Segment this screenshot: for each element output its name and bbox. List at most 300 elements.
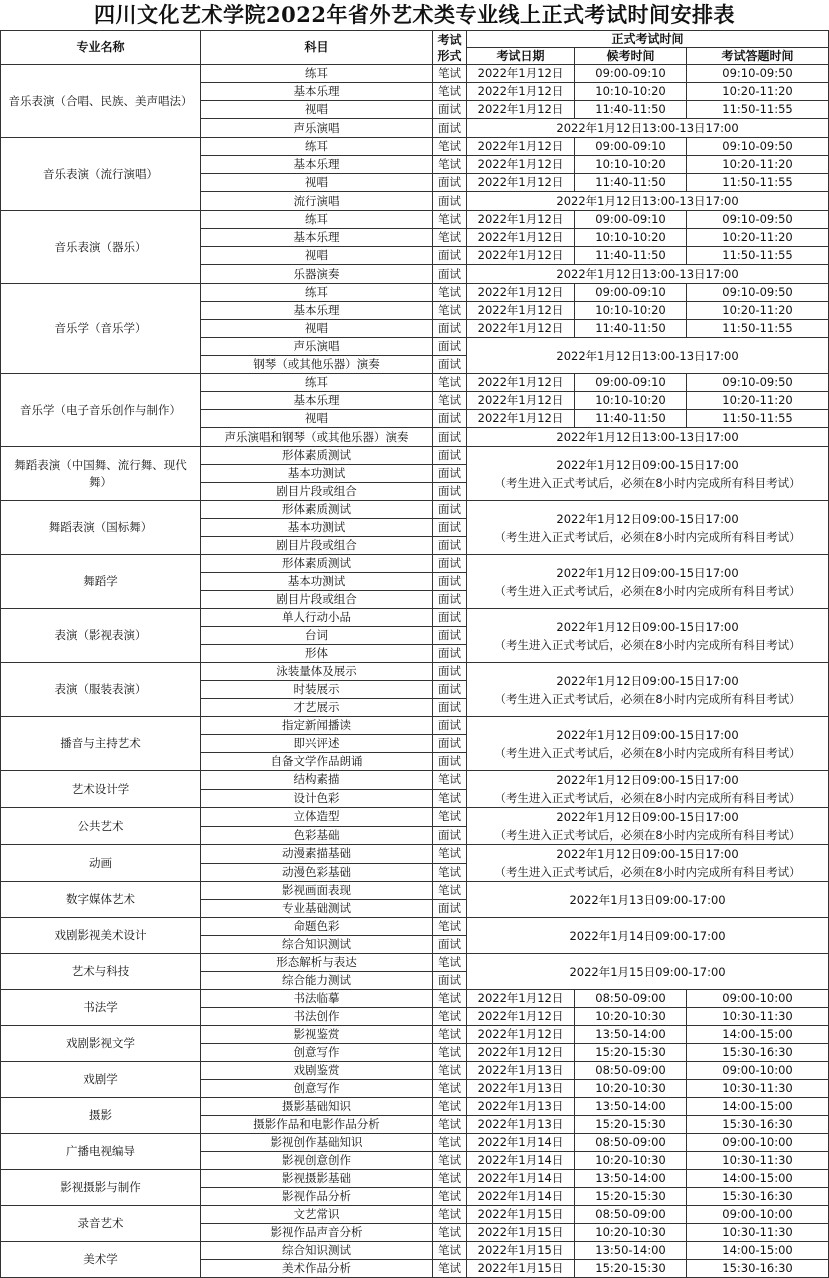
answer-time-cell: 11:50-11:55 <box>687 410 829 428</box>
exam-date-cell: 2022年1月15日 <box>467 1224 575 1242</box>
exam-date-cell: 2022年1月13日 <box>467 1080 575 1098</box>
merged-time-text: 2022年1月15日09:00-17:00 <box>569 964 726 979</box>
subject-cell: 动漫素描基础 <box>201 845 433 864</box>
table-row <box>1 447 829 465</box>
table-row <box>1 1098 829 1116</box>
major-name-cell: 舞蹈学 <box>1 555 201 609</box>
subject-cell: 声乐演唱 <box>201 119 433 138</box>
subject-cell: 练耳 <box>201 284 433 302</box>
answer-time-cell: 14:00-15:00 <box>687 1242 829 1260</box>
merged-time-text: 2022年1月12日09:00-15日17:00 <box>556 673 739 688</box>
exam-form-cell: 笔试 <box>433 392 467 410</box>
exam-form-cell: 面试 <box>433 717 467 735</box>
merged-note-text: （考生进入正式考试后，必须在8小时内完成所有科目考试） <box>494 791 801 805</box>
merged-time-text: 2022年1月14日09:00-17:00 <box>569 928 726 943</box>
merged-time-text: 2022年1月12日13:00-13日17:00 <box>556 430 739 444</box>
exam-form-cell: 笔试 <box>433 1116 467 1134</box>
subject-cell: 专业基础测试 <box>201 900 433 918</box>
answer-time-cell: 10:20-11:20 <box>687 229 829 247</box>
subject-cell: 创意写作 <box>201 1080 433 1098</box>
subject-cell: 影视画面表现 <box>201 882 433 900</box>
exam-form-cell: 面试 <box>433 826 467 845</box>
exam-date-cell: 2022年1月12日 <box>467 320 575 338</box>
exam-form-cell: 面试 <box>433 428 467 447</box>
exam-date-cell: 2022年1月13日 <box>467 1098 575 1116</box>
exam-form-cell: 笔试 <box>433 845 467 864</box>
exam-date-cell: 2022年1月12日 <box>467 302 575 320</box>
exam-date-cell: 2022年1月12日 <box>467 174 575 192</box>
merged-time-cell <box>467 555 829 609</box>
subject-cell: 摄影作品和电影作品分析 <box>201 1116 433 1134</box>
subject-cell: 时装展示 <box>201 681 433 699</box>
subject-cell: 视唱 <box>201 247 433 265</box>
subject-cell: 练耳 <box>201 138 433 156</box>
subject-cell: 剧目片段或组合 <box>201 591 433 609</box>
merged-time-text: 2022年1月12日09:00-15日17:00 <box>556 565 739 580</box>
major-name-cell: 舞蹈表演（中国舞、流行舞、现代舞） <box>1 447 201 501</box>
answer-time-cell: 09:00-10:00 <box>687 1062 829 1080</box>
major-name-cell: 音乐表演（流行演唱） <box>1 138 201 211</box>
table-row <box>1 138 829 156</box>
subject-cell: 结构素描 <box>201 771 433 790</box>
exam-form-cell: 面试 <box>433 247 467 265</box>
exam-form-cell: 笔试 <box>433 138 467 156</box>
table-row <box>1 1026 829 1044</box>
answer-time-cell: 11:50-11:55 <box>687 101 829 119</box>
merged-time-cell <box>467 501 829 555</box>
header-formal-time: 正式考试时间 <box>467 31 829 48</box>
subject-cell: 即兴评述 <box>201 735 433 753</box>
major-name-cell: 音乐学（电子音乐创作与制作） <box>1 374 201 447</box>
exam-form-cell: 面试 <box>433 174 467 192</box>
exam-form-cell: 笔试 <box>433 83 467 101</box>
exam-form-cell: 笔试 <box>433 1206 467 1224</box>
subject-cell: 书法临摹 <box>201 990 433 1008</box>
page-title: 四川文化艺术学院2022年省外艺术类专业线上正式考试时间安排表 <box>94 2 735 27</box>
exam-form-cell: 面试 <box>433 356 467 374</box>
merged-time-cell <box>467 428 829 447</box>
exam-form-cell: 面试 <box>433 320 467 338</box>
merged-time-text: 2022年1月12日13:00-13日17:00 <box>556 267 739 281</box>
subject-cell: 色彩基础 <box>201 826 433 845</box>
major-name-cell: 艺术设计学 <box>1 771 201 808</box>
exam-form-cell: 笔试 <box>433 229 467 247</box>
wait-time-cell: 09:00-09:10 <box>575 284 687 302</box>
answer-time-cell: 14:00-15:00 <box>687 1170 829 1188</box>
answer-time-cell: 10:20-11:20 <box>687 302 829 320</box>
table-row <box>1 1206 829 1224</box>
exam-form-cell: 笔试 <box>433 374 467 392</box>
major-name-cell: 音乐表演（合唱、民族、美声唱法） <box>1 65 201 138</box>
wait-time-cell: 11:40-11:50 <box>575 320 687 338</box>
exam-date-cell: 2022年1月12日 <box>467 990 575 1008</box>
exam-date-cell: 2022年1月15日 <box>467 1260 575 1278</box>
merged-time-cell <box>467 845 829 882</box>
exam-date-cell: 2022年1月13日 <box>467 1062 575 1080</box>
exam-form-cell: 面试 <box>433 663 467 681</box>
answer-time-cell: 09:00-10:00 <box>687 1134 829 1152</box>
exam-form-cell: 笔试 <box>433 863 467 882</box>
subject-cell: 剧目片段或组合 <box>201 537 433 555</box>
subject-cell: 美术作品分析 <box>201 1260 433 1278</box>
answer-time-cell: 15:30-16:30 <box>687 1116 829 1134</box>
subject-cell: 影视创意创作 <box>201 1152 433 1170</box>
merged-time-text: 2022年1月12日09:00-15日17:00 <box>556 511 739 526</box>
subject-cell: 基本乐理 <box>201 83 433 101</box>
merged-time-text: 2022年1月13日09:00-17:00 <box>569 892 726 907</box>
answer-time-cell: 15:30-16:30 <box>687 1044 829 1062</box>
answer-time-cell: 11:50-11:55 <box>687 247 829 265</box>
exam-form-cell: 笔试 <box>433 65 467 83</box>
merged-time-cell <box>467 717 829 771</box>
major-name-cell: 广播电视编导 <box>1 1134 201 1170</box>
exam-form-cell: 笔试 <box>433 1080 467 1098</box>
merged-note-text: （考生进入正式考试后，必须在8小时内完成所有科目考试） <box>494 691 801 706</box>
wait-time-cell: 10:10-10:20 <box>575 302 687 320</box>
merged-time-cell <box>467 771 829 808</box>
table-row <box>1 663 829 681</box>
header-form: 考试形式 <box>433 31 467 65</box>
answer-time-cell: 09:10-09:50 <box>687 211 829 229</box>
wait-time-cell: 11:40-11:50 <box>575 174 687 192</box>
major-name-cell: 摄影 <box>1 1098 201 1134</box>
major-name-cell: 美术学 <box>1 1242 201 1278</box>
wait-time-cell: 10:10-10:20 <box>575 83 687 101</box>
subject-cell: 视唱 <box>201 101 433 119</box>
exam-form-cell: 面试 <box>433 265 467 284</box>
exam-form-cell: 笔试 <box>433 1044 467 1062</box>
subject-cell: 单人行动小品 <box>201 609 433 627</box>
major-name-cell: 动画 <box>1 845 201 882</box>
wait-time-cell: 15:20-15:30 <box>575 1116 687 1134</box>
exam-date-cell: 2022年1月12日 <box>467 1044 575 1062</box>
subject-cell: 声乐演唱 <box>201 338 433 356</box>
exam-date-cell: 2022年1月14日 <box>467 1188 575 1206</box>
subject-cell: 综合知识测试 <box>201 936 433 954</box>
answer-time-cell: 14:00-15:00 <box>687 1026 829 1044</box>
answer-time-cell: 14:00-15:00 <box>687 1098 829 1116</box>
subject-cell: 动漫色彩基础 <box>201 863 433 882</box>
exam-form-cell: 笔试 <box>433 1260 467 1278</box>
wait-time-cell: 08:50-09:00 <box>575 990 687 1008</box>
answer-time-cell: 09:10-09:50 <box>687 138 829 156</box>
table-row <box>1 717 829 735</box>
subject-cell: 形体素质测试 <box>201 555 433 573</box>
table-row <box>1 609 829 627</box>
wait-time-cell: 11:40-11:50 <box>575 247 687 265</box>
subject-cell: 影视鉴赏 <box>201 1026 433 1044</box>
table-row <box>1 284 829 302</box>
subject-cell: 钢琴（或其他乐器）演奏 <box>201 356 433 374</box>
subject-cell: 乐器演奏 <box>201 265 433 284</box>
exam-form-cell: 笔试 <box>433 954 467 972</box>
wait-time-cell: 09:00-09:10 <box>575 138 687 156</box>
exam-form-cell: 笔试 <box>433 1170 467 1188</box>
merged-time-text: 2022年1月12日09:00-15日17:00 <box>556 727 739 742</box>
exam-date-cell: 2022年1月12日 <box>467 229 575 247</box>
table-row <box>1 211 829 229</box>
subject-cell: 基本乐理 <box>201 302 433 320</box>
merged-time-cell <box>467 609 829 663</box>
schedule-body <box>1 65 829 1278</box>
subject-cell: 视唱 <box>201 174 433 192</box>
subject-cell: 台词 <box>201 627 433 645</box>
table-row <box>1 918 829 936</box>
table-row <box>1 1242 829 1260</box>
merged-time-text: 2022年1月12日09:00-15日17:00 <box>556 810 739 824</box>
subject-cell: 基本乐理 <box>201 229 433 247</box>
exam-form-cell: 面试 <box>433 447 467 465</box>
answer-time-cell: 10:30-11:30 <box>687 1080 829 1098</box>
wait-time-cell: 15:20-15:30 <box>575 1044 687 1062</box>
exam-form-cell: 笔试 <box>433 284 467 302</box>
merged-note-text: （考生进入正式考试后，必须在8小时内完成所有科目考试） <box>494 865 801 879</box>
subject-cell: 练耳 <box>201 374 433 392</box>
answer-time-cell: 15:30-16:30 <box>687 1260 829 1278</box>
table-row <box>1 882 829 900</box>
wait-time-cell: 10:10-10:20 <box>575 229 687 247</box>
answer-time-cell: 10:30-11:30 <box>687 1152 829 1170</box>
major-name-cell: 数字媒体艺术 <box>1 882 201 918</box>
exam-form-cell: 面试 <box>433 555 467 573</box>
subject-cell: 自备文学作品朗诵 <box>201 753 433 771</box>
major-name-cell: 戏剧影视美术设计 <box>1 918 201 954</box>
merged-time-text: 2022年1月12日09:00-15日17:00 <box>556 457 739 472</box>
exam-form-cell: 面试 <box>433 936 467 954</box>
table-row <box>1 990 829 1008</box>
exam-form-cell: 笔试 <box>433 156 467 174</box>
wait-time-cell: 10:20-10:30 <box>575 1224 687 1242</box>
exam-date-cell: 2022年1月12日 <box>467 138 575 156</box>
major-name-cell: 音乐表演（器乐） <box>1 211 201 284</box>
merged-time-cell <box>467 954 829 990</box>
merged-note-text: （考生进入正式考试后，必须在8小时内完成所有科目考试） <box>494 637 801 652</box>
table-row <box>1 501 829 519</box>
exam-form-cell: 笔试 <box>433 302 467 320</box>
wait-time-cell: 11:40-11:50 <box>575 410 687 428</box>
wait-time-cell: 10:20-10:30 <box>575 1152 687 1170</box>
major-name-cell: 艺术与科技 <box>1 954 201 990</box>
exam-date-cell: 2022年1月12日 <box>467 83 575 101</box>
merged-note-text: （考生进入正式考试后，必须在8小时内完成所有科目考试） <box>494 583 801 598</box>
exam-form-cell: 笔试 <box>433 789 467 808</box>
subject-cell: 基本功测试 <box>201 519 433 537</box>
merged-time-cell <box>467 447 829 501</box>
exam-form-cell: 面试 <box>433 465 467 483</box>
wait-time-cell: 08:50-09:00 <box>575 1062 687 1080</box>
merged-time-cell <box>467 808 829 845</box>
answer-time-cell: 10:20-11:20 <box>687 83 829 101</box>
merged-time-text: 2022年1月12日09:00-15日17:00 <box>556 847 739 861</box>
subject-cell: 综合能力测试 <box>201 972 433 990</box>
major-name-cell: 表演（影视表演） <box>1 609 201 663</box>
merged-time-text: 2022年1月12日13:00-13日17:00 <box>556 348 739 363</box>
major-name-cell: 影视摄影与制作 <box>1 1170 201 1206</box>
exam-form-cell: 面试 <box>433 192 467 211</box>
subject-cell: 文艺常识 <box>201 1206 433 1224</box>
exam-form-cell: 面试 <box>433 645 467 663</box>
table-row <box>1 1062 829 1080</box>
exam-date-cell: 2022年1月12日 <box>467 247 575 265</box>
wait-time-cell: 13:50-14:00 <box>575 1026 687 1044</box>
merged-note-text: （考生进入正式考试后，必须在8小时内完成所有科目考试） <box>494 529 801 544</box>
table-row <box>1 771 829 790</box>
wait-time-cell: 15:20-15:30 <box>575 1188 687 1206</box>
exam-form-cell: 面试 <box>433 972 467 990</box>
subject-cell: 创意写作 <box>201 1044 433 1062</box>
merged-note-text: （考生进入正式考试后，必须在8小时内完成所有科目考试） <box>494 828 801 842</box>
merged-time-text: 2022年1月12日09:00-15日17:00 <box>556 619 739 634</box>
subject-cell: 命题色彩 <box>201 918 433 936</box>
exam-form-cell: 笔试 <box>433 1134 467 1152</box>
subject-cell: 立体造型 <box>201 808 433 827</box>
wait-time-cell: 09:00-09:10 <box>575 211 687 229</box>
subject-cell: 基本功测试 <box>201 573 433 591</box>
exam-date-cell: 2022年1月12日 <box>467 101 575 119</box>
wait-time-cell: 11:40-11:50 <box>575 101 687 119</box>
exam-date-cell: 2022年1月12日 <box>467 392 575 410</box>
merged-time-cell <box>467 918 829 954</box>
answer-time-cell: 10:30-11:30 <box>687 1224 829 1242</box>
merged-time-cell <box>467 119 829 138</box>
wait-time-cell: 13:50-14:00 <box>575 1242 687 1260</box>
schedule-table <box>0 30 829 1278</box>
table-row <box>1 555 829 573</box>
merged-note-text: （考生进入正式考试后，必须在8小时内完成所有科目考试） <box>494 475 801 490</box>
subject-cell: 流行演唱 <box>201 192 433 211</box>
exam-form-cell: 笔试 <box>433 1224 467 1242</box>
major-name-cell: 播音与主持艺术 <box>1 717 201 771</box>
major-name-cell: 舞蹈表演（国标舞） <box>1 501 201 555</box>
exam-date-cell: 2022年1月15日 <box>467 1206 575 1224</box>
table-row <box>1 1134 829 1152</box>
subject-cell: 影视作品声音分析 <box>201 1224 433 1242</box>
exam-date-cell: 2022年1月14日 <box>467 1170 575 1188</box>
answer-time-cell: 10:30-11:30 <box>687 1008 829 1026</box>
table-row <box>1 845 829 864</box>
exam-date-cell: 2022年1月12日 <box>467 374 575 392</box>
exam-form-cell: 面试 <box>433 501 467 519</box>
answer-time-cell: 10:20-11:20 <box>687 392 829 410</box>
exam-form-cell: 面试 <box>433 410 467 428</box>
subject-cell: 设计色彩 <box>201 789 433 808</box>
exam-form-cell: 面试 <box>433 338 467 356</box>
subject-cell: 练耳 <box>201 65 433 83</box>
table-row <box>1 1170 829 1188</box>
exam-form-cell: 笔试 <box>433 1098 467 1116</box>
subject-cell: 形态解析与表达 <box>201 954 433 972</box>
subject-cell: 才艺展示 <box>201 699 433 717</box>
exam-form-cell: 面试 <box>433 609 467 627</box>
exam-form-cell: 笔试 <box>433 211 467 229</box>
wait-time-cell: 10:20-10:30 <box>575 1080 687 1098</box>
exam-form-cell: 笔试 <box>433 1026 467 1044</box>
merged-time-text: 2022年1月12日09:00-15日17:00 <box>556 773 739 787</box>
exam-form-cell: 笔试 <box>433 990 467 1008</box>
exam-form-cell: 面试 <box>433 573 467 591</box>
answer-time-cell: 09:10-09:50 <box>687 284 829 302</box>
exam-form-cell: 面试 <box>433 119 467 138</box>
subject-cell: 基本乐理 <box>201 392 433 410</box>
major-name-cell: 戏剧学 <box>1 1062 201 1098</box>
wait-time-cell: 10:10-10:20 <box>575 156 687 174</box>
wait-time-cell: 08:50-09:00 <box>575 1206 687 1224</box>
exam-form-cell: 面试 <box>433 519 467 537</box>
major-name-cell: 表演（服装表演） <box>1 663 201 717</box>
subject-cell: 练耳 <box>201 211 433 229</box>
wait-time-cell: 08:50-09:00 <box>575 1134 687 1152</box>
subject-cell: 影视摄影基础 <box>201 1170 433 1188</box>
exam-date-cell: 2022年1月13日 <box>467 1116 575 1134</box>
exam-form-cell: 笔试 <box>433 1188 467 1206</box>
subject-cell: 指定新闻播读 <box>201 717 433 735</box>
exam-date-cell: 2022年1月14日 <box>467 1152 575 1170</box>
exam-date-cell: 2022年1月12日 <box>467 65 575 83</box>
merged-time-text: 2022年1月12日13:00-13日17:00 <box>556 121 739 135</box>
answer-time-cell: 11:50-11:55 <box>687 174 829 192</box>
major-name-cell: 录音艺术 <box>1 1206 201 1242</box>
answer-time-cell: 09:10-09:50 <box>687 374 829 392</box>
exam-date-cell: 2022年1月12日 <box>467 211 575 229</box>
subject-cell: 形体 <box>201 645 433 663</box>
table-row <box>1 374 829 392</box>
table-row <box>1 954 829 972</box>
exam-date-cell: 2022年1月12日 <box>467 284 575 302</box>
merged-time-text: 2022年1月12日13:00-13日17:00 <box>556 194 739 208</box>
subject-cell: 综合知识测试 <box>201 1242 433 1260</box>
table-row <box>1 808 829 827</box>
wait-time-cell: 13:50-14:00 <box>575 1098 687 1116</box>
exam-form-cell: 面试 <box>433 681 467 699</box>
header-row-1 <box>1 31 829 48</box>
answer-time-cell: 15:30-16:30 <box>687 1188 829 1206</box>
subject-cell: 基本功测试 <box>201 465 433 483</box>
exam-form-cell: 面试 <box>433 735 467 753</box>
exam-form-cell: 笔试 <box>433 1152 467 1170</box>
exam-form-cell: 面试 <box>433 101 467 119</box>
subject-cell: 影视创作基础知识 <box>201 1134 433 1152</box>
major-name-cell: 戏剧影视文学 <box>1 1026 201 1062</box>
exam-date-cell: 2022年1月12日 <box>467 1008 575 1026</box>
wait-time-cell: 09:00-09:10 <box>575 374 687 392</box>
subject-cell: 基本乐理 <box>201 156 433 174</box>
exam-form-cell: 笔试 <box>433 808 467 827</box>
major-name-cell: 音乐学（音乐学） <box>1 284 201 374</box>
exam-date-cell: 2022年1月14日 <box>467 1134 575 1152</box>
header-date: 考试日期 <box>467 48 575 65</box>
answer-time-cell: 09:00-10:00 <box>687 1206 829 1224</box>
exam-form-cell: 面试 <box>433 537 467 555</box>
subject-cell: 戏剧鉴赏 <box>201 1062 433 1080</box>
header-major: 专业名称 <box>1 31 201 65</box>
subject-cell: 泳装量体及展示 <box>201 663 433 681</box>
subject-cell: 视唱 <box>201 410 433 428</box>
subject-cell: 声乐演唱和钢琴（或其他乐器）演奏 <box>201 428 433 447</box>
exam-form-cell: 面试 <box>433 627 467 645</box>
major-name-cell: 公共艺术 <box>1 808 201 845</box>
exam-form-cell: 笔试 <box>433 882 467 900</box>
exam-date-cell: 2022年1月12日 <box>467 156 575 174</box>
exam-form-cell: 面试 <box>433 699 467 717</box>
answer-time-cell: 11:50-11:55 <box>687 320 829 338</box>
subject-cell: 视唱 <box>201 320 433 338</box>
header-answer: 考试答题时间 <box>687 48 829 65</box>
exam-form-cell: 笔试 <box>433 1242 467 1260</box>
header-wait: 候考时间 <box>575 48 687 65</box>
merged-note-text: （考生进入正式考试后，必须在8小时内完成所有科目考试） <box>494 745 801 760</box>
header-subject: 科目 <box>201 31 433 65</box>
merged-time-cell <box>467 338 829 374</box>
